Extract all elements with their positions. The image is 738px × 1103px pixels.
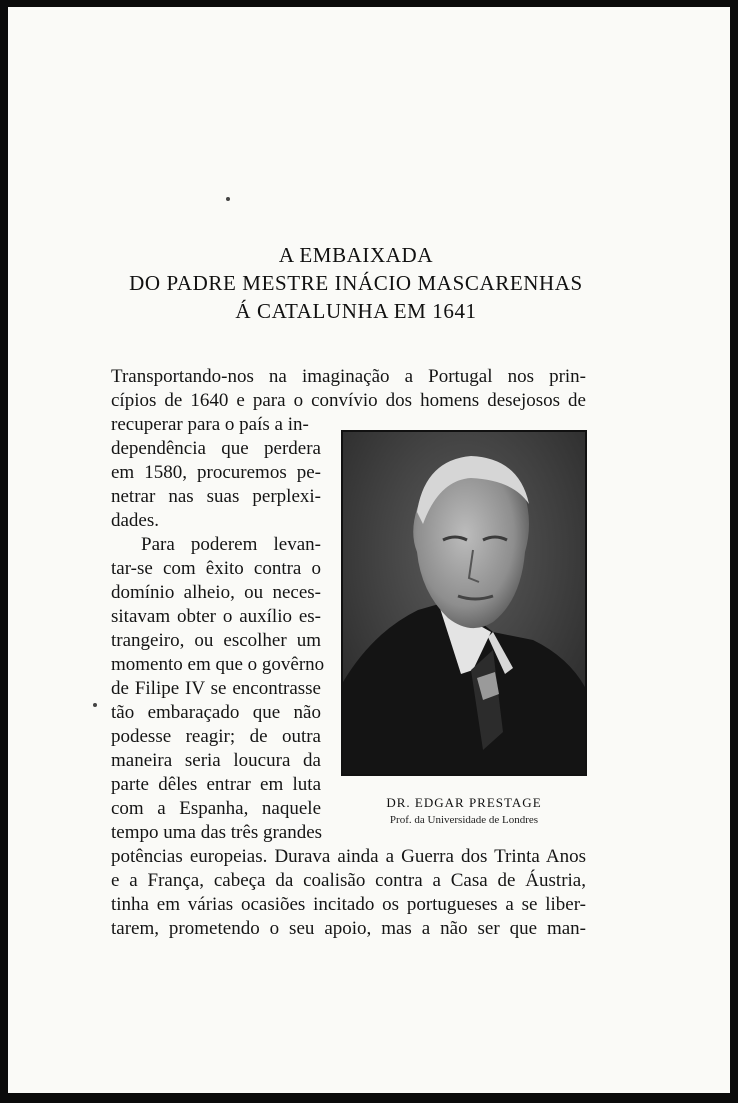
body-line: potências europeias. Durava ainda a Guerra dos Trinta Anos — [111, 846, 586, 867]
body-line: e a França, cabeça da coalisão contra a Casa de Áustria, — [111, 870, 586, 891]
portrait-photo — [341, 430, 587, 776]
speck — [226, 197, 230, 201]
body-line: momento em que o govêrno — [111, 654, 325, 675]
body-line: tar-se com êxito contra o — [111, 558, 321, 579]
body-line: tempo uma das três grandes — [111, 822, 323, 843]
body-line: sitavam obter o auxílio es- — [111, 606, 321, 627]
body-line: tinha em várias ocasiões incitado os portugueses a se liber- — [111, 894, 586, 915]
body-line: cípios de 1640 e para o convívio dos homens desejosos de — [111, 390, 586, 411]
photo-caption-name: DR. EDGAR PRESTAGE — [386, 795, 542, 810]
body-line: dades. — [111, 510, 160, 531]
body-line: em 1580, procuremos pe- — [111, 462, 321, 483]
title-line-1: A EMBAIXADA — [278, 243, 434, 267]
body-line: Transportando-nos na imaginação a Portugal nos prin- — [111, 366, 586, 387]
body-line: com a Espanha, naquele — [111, 798, 321, 819]
document-page — [8, 7, 730, 1093]
body-line: podesse reagir; de outra — [111, 726, 321, 747]
title-line-2: DO PADRE MESTRE INÁCIO MASCARENHAS — [129, 271, 583, 295]
body-line: recuperar para o país a in- — [111, 414, 309, 435]
body-line: maneira seria loucura da — [111, 750, 321, 771]
body-line: de Filipe IV se encontrasse — [111, 678, 321, 699]
body-line: dependência que perdera — [111, 438, 321, 459]
body-line: netrar nas suas perplexi- — [111, 486, 321, 507]
body-line: tarem, prometendo o seu apoio, mas a não ser que man- — [111, 918, 586, 939]
speck — [93, 703, 97, 707]
body-line: parte dêles entrar em luta — [111, 774, 321, 795]
body-line: tão embaraçado que não — [111, 702, 321, 723]
body-line: trangeiro, ou escolher um — [111, 630, 321, 651]
body-line: Para poderem levan- — [141, 534, 321, 555]
body-line: domínio alheio, ou neces- — [111, 582, 321, 603]
photo-caption-role: Prof. da Universidade de Londres — [389, 814, 539, 826]
title-line-3: Á CATALUNHA EM 1641 — [235, 299, 477, 323]
